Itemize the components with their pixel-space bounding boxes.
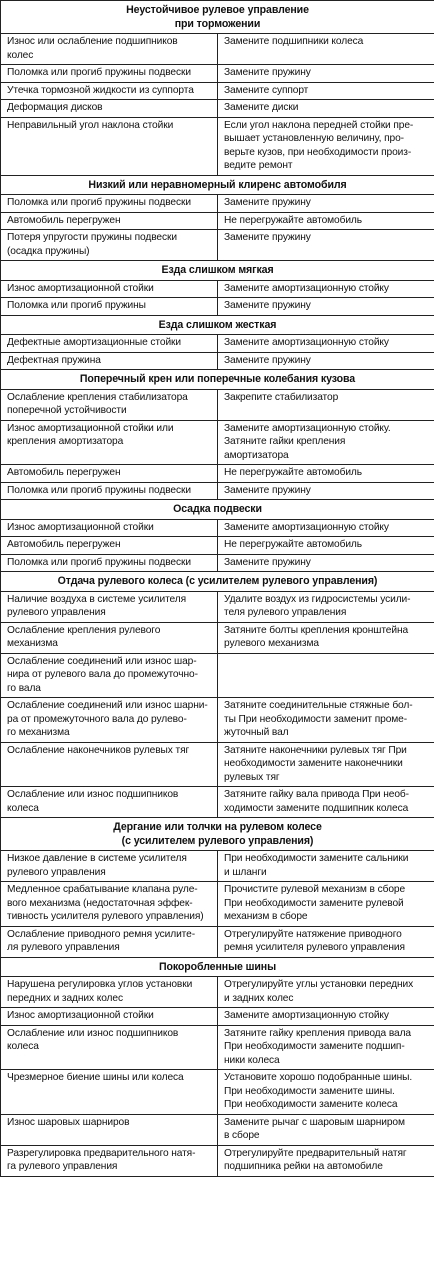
cause-cell: Низкое давление в системе усилителя рулевого управления [1, 851, 218, 882]
cause-cell: Потеря упругости пружины подвески (осадка пружины) [1, 230, 218, 261]
remedy-cell: Прочистите рулевой механизм в сборе При необходимости замените рулевой механизм в сборе [218, 882, 434, 927]
cause-cell: Ослабление или износ подшипников колеса [1, 1025, 218, 1070]
remedy-cell: Замените пружину [218, 65, 434, 83]
section-title: Езда слишком жесткая [1, 315, 434, 335]
section-title: Дергание или толчки на рулевом колесе (с усилителем рулевого управления) [1, 818, 434, 851]
cause-cell: Медленное срабатывание клапана руле- вого механизма (недостаточная эффек- тивность усилителя рулевого управления) [1, 882, 218, 927]
table-row [1, 352, 434, 370]
table-row [1, 1025, 434, 1070]
cause-cell: Неправильный угол наклона стойки [1, 117, 218, 175]
table-row [1, 389, 434, 420]
table-row [1, 591, 434, 622]
table-row [1, 212, 434, 230]
remedy-cell [218, 653, 434, 698]
section-title: Неустойчивое рулевое управление при торможении [1, 1, 434, 34]
remedy-cell: Замените амортизационную стойку [218, 280, 434, 298]
table-row [1, 280, 434, 298]
remedy-cell: Замените суппорт [218, 82, 434, 100]
cause-cell: Ослабление наконечников рулевых тяг [1, 742, 218, 787]
section-header-row [1, 175, 434, 195]
table-row [1, 230, 434, 261]
table-row [1, 977, 434, 1008]
table-row [1, 1008, 434, 1026]
table-row [1, 622, 434, 653]
cause-cell: Износ амортизационной стойки [1, 519, 218, 537]
table-row [1, 1114, 434, 1145]
cause-cell: Ослабление приводного ремня усилите- ля рулевого управления [1, 926, 218, 957]
table-row [1, 698, 434, 743]
remedy-cell: Не перегружайте автомобиль [218, 537, 434, 555]
table-row [1, 926, 434, 957]
table-row [1, 851, 434, 882]
cause-cell: Утечка тормозной жидкости из суппорта [1, 82, 218, 100]
table-row [1, 742, 434, 787]
cause-cell: Поломка или прогиб пружины подвески [1, 195, 218, 213]
cause-cell: Ослабление крепления стабилизатора поперечной устойчивости [1, 389, 218, 420]
table-row [1, 465, 434, 483]
cause-cell: Ослабление соединений или износ шар- нира от рулевого вала до промежуточно- го вала [1, 653, 218, 698]
remedy-cell: Отрегулируйте предварительный натяг подшипника рейки на автомобиле [218, 1145, 434, 1176]
table-row [1, 537, 434, 555]
section-title: Осадка подвески [1, 500, 434, 520]
table-row [1, 482, 434, 500]
remedy-cell: Затяните гайку вала привода При необ- ходимости замените подшипник колеса [218, 787, 434, 818]
remedy-cell: Затяните наконечники рулевых тяг При необходимости замените наконечники рулевых тяг [218, 742, 434, 787]
table-row [1, 34, 434, 65]
remedy-cell: Затяните болты крепления кронштейна рулевого механизма [218, 622, 434, 653]
cause-cell: Поломка или прогиб пружины подвески [1, 482, 218, 500]
remedy-cell: Не перегружайте автомобиль [218, 465, 434, 483]
cause-cell: Поломка или прогиб пружины подвески [1, 65, 218, 83]
remedy-cell: Замените пружину [218, 230, 434, 261]
table-row [1, 82, 434, 100]
remedy-cell: Отрегулируйте натяжение приводного ремня усилителя рулевого управления [218, 926, 434, 957]
remedy-cell: Затяните соединительные стяжные бол- ты При необходимости заменит проме- жуточный вал [218, 698, 434, 743]
remedy-cell: Замените амортизационную стойку [218, 335, 434, 353]
remedy-cell: Удалите воздух из гидросистемы усили- теля рулевого управления [218, 591, 434, 622]
table-row [1, 420, 434, 465]
cause-cell: Износ амортизационной стойки или крепления амортизатора [1, 420, 218, 465]
table-row [1, 100, 434, 118]
cause-cell: Дефектные амортизационные стойки [1, 335, 218, 353]
table-row [1, 787, 434, 818]
section-title: Отдача рулевого колеса (с усилителем рулевого управления) [1, 572, 434, 592]
cause-cell: Нарушена регулировка углов установки передних и задних колес [1, 977, 218, 1008]
cause-cell: Износ амортизационной стойки [1, 280, 218, 298]
remedy-cell: Не перегружайте автомобиль [218, 212, 434, 230]
remedy-cell: Затяните гайку крепления привода вала При необходимости замените подшип- ники колеса [218, 1025, 434, 1070]
cause-cell: Ослабление или износ подшипников колеса [1, 787, 218, 818]
table-row [1, 195, 434, 213]
section-header-row [1, 1, 434, 34]
remedy-cell: Замените рычаг с шаровым шарниром в сборе [218, 1114, 434, 1145]
remedy-cell: Замените пружину [218, 298, 434, 316]
remedy-cell: Замените подшипники колеса [218, 34, 434, 65]
cause-cell: Автомобиль перегружен [1, 465, 218, 483]
section-title: Покоробленные шины [1, 957, 434, 977]
section-header-row [1, 818, 434, 851]
section-title: Низкий или неравномерный клиренс автомобиля [1, 175, 434, 195]
cause-cell: Износ амортизационной стойки [1, 1008, 218, 1026]
section-header-row [1, 370, 434, 390]
section-title: Поперечный крен или поперечные колебания кузова [1, 370, 434, 390]
remedy-cell: Замените амортизационную стойку [218, 1008, 434, 1026]
section-header-row [1, 315, 434, 335]
cause-cell: Поломка или прогиб пружины подвески [1, 554, 218, 572]
remedy-cell: Замените диски [218, 100, 434, 118]
cause-cell: Автомобиль перегружен [1, 537, 218, 555]
cause-cell: Поломка или прогиб пружины [1, 298, 218, 316]
cause-cell: Ослабление соединений или износ шарни- ра от промежуточного вала до рулево- го механизма [1, 698, 218, 743]
remedy-cell: Замените пружину [218, 352, 434, 370]
cause-cell: Чрезмерное биение шины или колеса [1, 1070, 218, 1115]
cause-cell: Износ или ослабление подшипников колес [1, 34, 218, 65]
table-row [1, 554, 434, 572]
remedy-cell: Замените пружину [218, 554, 434, 572]
cause-cell: Дефектная пружина [1, 352, 218, 370]
remedy-cell: Замените пружину [218, 482, 434, 500]
remedy-cell: Замените амортизационную стойку. Затяните гайки крепления амортизатора [218, 420, 434, 465]
cause-cell: Деформация дисков [1, 100, 218, 118]
remedy-cell: Отрегулируйте углы установки передних и задних колес [218, 977, 434, 1008]
section-title: Езда слишком мягкая [1, 261, 434, 281]
table-row [1, 882, 434, 927]
remedy-cell: Замените амортизационную стойку [218, 519, 434, 537]
cause-cell: Ослабление крепления рулевого механизма [1, 622, 218, 653]
table-row [1, 117, 434, 175]
section-header-row [1, 572, 434, 592]
table-body [1, 1, 434, 1177]
table-row [1, 519, 434, 537]
cause-cell: Разрегулировка предварительного натя- га рулевого управления [1, 1145, 218, 1176]
table-row [1, 65, 434, 83]
remedy-cell: При необходимости замените сальники и шланги [218, 851, 434, 882]
table-row [1, 1070, 434, 1115]
cause-cell: Наличие воздуха в системе усилителя рулевого управления [1, 591, 218, 622]
table-row [1, 335, 434, 353]
section-header-row [1, 500, 434, 520]
remedy-cell: Закрепите стабилизатор [218, 389, 434, 420]
cause-cell: Автомобиль перегружен [1, 212, 218, 230]
table-row [1, 298, 434, 316]
remedy-cell: Установите хорошо подобранные шины. При необходимости замените шины. При необходимости замените колеса [218, 1070, 434, 1115]
section-header-row [1, 957, 434, 977]
table-row [1, 1145, 434, 1176]
section-header-row [1, 261, 434, 281]
remedy-cell: Замените пружину [218, 195, 434, 213]
cause-cell: Износ шаровых шарниров [1, 1114, 218, 1145]
remedy-cell: Если угол наклона передней стойки пре- вышает установленную величину, про- верьте кузов, при необходимости произ- ведите ремонт [218, 117, 434, 175]
table-row [1, 653, 434, 698]
